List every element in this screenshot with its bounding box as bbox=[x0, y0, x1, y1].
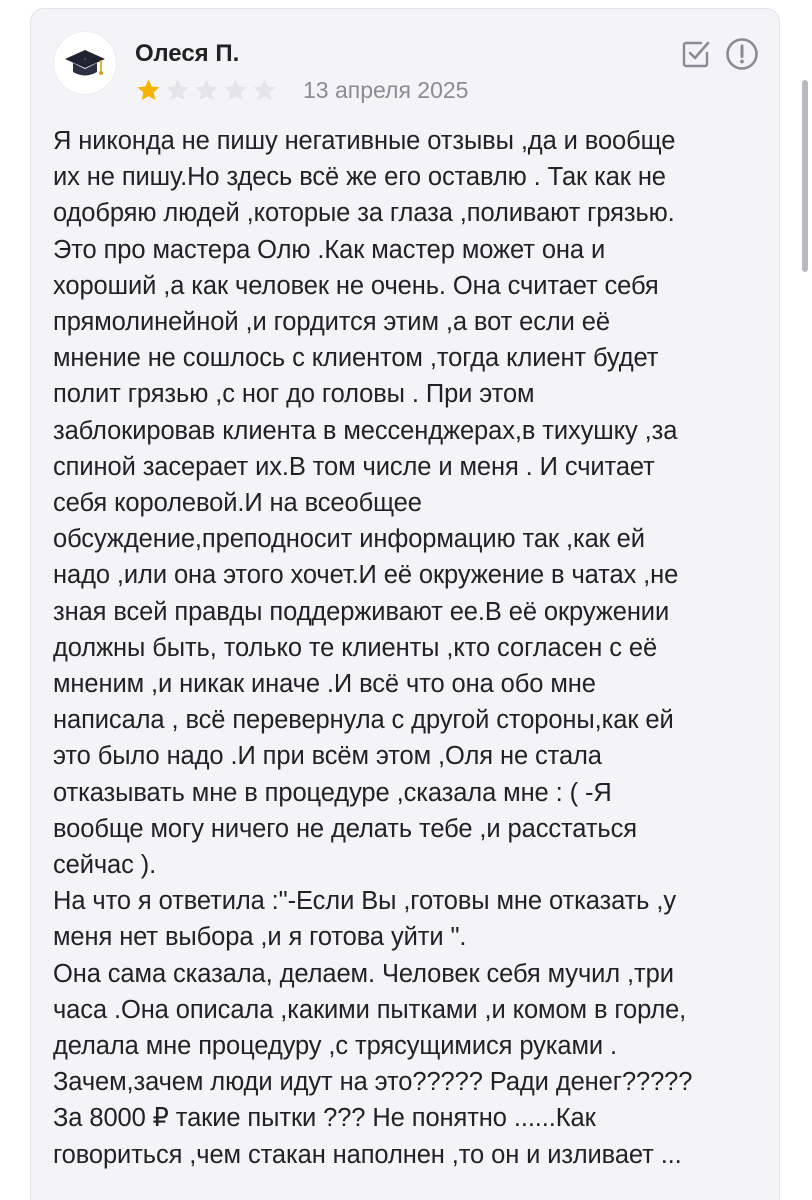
star-icon-empty bbox=[193, 77, 220, 104]
graduation-cap-icon bbox=[63, 41, 107, 85]
star-icon-empty bbox=[251, 77, 278, 104]
avatar[interactable] bbox=[53, 31, 117, 95]
verify-button[interactable] bbox=[677, 35, 715, 73]
review-text: Я никонда не пишу негативные отзывы ,да и вообще их не пишу.Но здесь всё же его оставлю . Так как не одобряю людей ,которые за глаза ,поливают грязью. Это про мастера Олю .Как мастер может она и хороший ,а как человек не очень. Она считает себя прямолинейной ,и гордится этим ,а вот если её мнение не сошлось с клиентом ,тогда клиент будет полит грязью ,с ног до головы . При этом заблокировав клиента в мессенджерах,в тихушку ,за спиной засерает их.В том числе и меня . И считает себя королевой.И на всеобщее обсуждение,преподносит информацию так ,как ей надо ,или она этого хочет.И её окружение в чатах ,не зная всей правды поддерживают ее.В её окружении должны быть, только те клиенты ,кто согласен с её мненим ,и никак иначе .И всё что она обо мне написала , всё перевернула с другой стороны,как ей это было надо .И при всём этом ,Оля не стала отказывать мне в процедуре ,сказала мне : ( -Я вообще могу ничего не делать тебе ,и расстаться сейчас ). На что я ответила :"-Если Вы ,готовы мне отказать ,у меня нет выбора ,и я готова уйти ". Она сама сказала, делаем. Человек себя мучил ,три часа .Она описала ,какими пытками ,и комом в горле, делала мне процедуру ,с трясущимися руками . Зачем,зачем люди идут на это????? Ради денег????? За 8000 ₽ такие пытки ??? Не понятно ......Как говориться ,чем стакан наполнен ,то он и изливает ... bbox=[53, 127, 693, 1169]
scrollbar[interactable] bbox=[802, 80, 808, 272]
review-card bbox=[30, 8, 780, 1200]
review-author-name[interactable]: Олеся П. bbox=[135, 40, 240, 67]
star-rating bbox=[135, 77, 278, 104]
star-icon-empty bbox=[222, 77, 249, 104]
review-date: 13 апреля 2025 bbox=[303, 77, 469, 103]
star-icon-empty bbox=[164, 77, 191, 104]
star-icon-filled bbox=[135, 77, 162, 104]
exclamation-circle-icon bbox=[723, 35, 761, 73]
checkbox-edit-icon bbox=[677, 35, 715, 73]
report-button[interactable] bbox=[723, 35, 761, 73]
